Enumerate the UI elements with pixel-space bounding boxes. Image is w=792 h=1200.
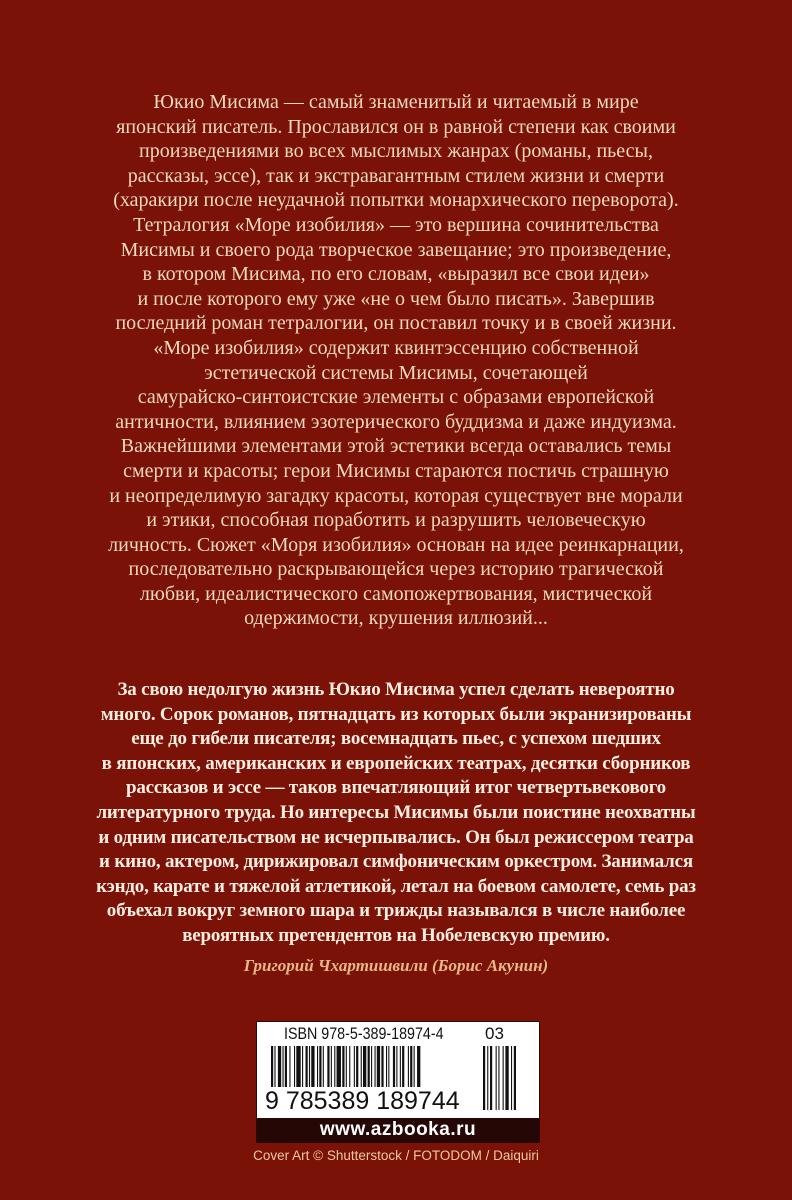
- text-line: произведениями во всех мыслимых жанрах (романы, пьесы,: [139, 140, 653, 163]
- text-line: (харакири после неудачной попытки монархического переворота).: [113, 189, 679, 212]
- text-line: вероятных претендентов на Нобелевскую премию.: [182, 924, 610, 946]
- text-line: и после которого ему уже «не о чем было писать». Завершив: [137, 287, 655, 310]
- text-line: и одним писательством не исчерпывались. Он был режиссером театра: [98, 826, 694, 848]
- text-line: личность. Сюжет «Моря изобилия» основан на идее реинкарнации,: [108, 533, 684, 556]
- cover-art-credit: Cover Art © Shutterstock / FOTODOM / Daiquiri: [253, 1148, 539, 1163]
- text-line: Мисимы и своего рода творческое завещание; это произведение,: [120, 238, 672, 261]
- text-line: смерти и красоты; герои Мисимы стараются постичь страшную: [123, 459, 669, 482]
- description-paragraph: [0, 90, 792, 631]
- barcode-digits-text: 9 785389 189744: [265, 1087, 460, 1115]
- text-line: эстетической системы Мисимы, сочетающей: [204, 361, 588, 384]
- text-line: кэндо, карате и тяжелой атлетикой, летал на боевом самолете, семь раз: [96, 875, 696, 897]
- addon-bar: [490, 1046, 492, 1110]
- addon-bar: [487, 1046, 488, 1110]
- addon-bar: [498, 1046, 499, 1110]
- text-line: любви, идеалистического самопожертвования, мистической: [139, 582, 653, 605]
- text-line: и кино, актером, дирижировал симфоническим оркестром. Занимался: [99, 851, 693, 873]
- addon-bar: [511, 1046, 512, 1110]
- text-line: Тетралогия «Море изобилия» — это вершина сочинительства: [133, 213, 659, 236]
- text-line: последний роман тетралогии, он поставил точку и в своей жизни.: [115, 312, 677, 335]
- text-line: последовательно раскрывающейся через историю трагической: [128, 558, 664, 581]
- text-line: самурайско-синтоистские элементы с образами европейской: [137, 386, 655, 409]
- text-line: рассказы, эссе), так и экстравагантным стилем жизни и смерти: [127, 164, 665, 187]
- quote-author: Григорий Чхартишвили (Борис Акунин): [243, 956, 549, 975]
- isbn-addon: 03: [485, 1024, 504, 1043]
- text-line: «Море изобилия» содержит квинтэссенцию собственной: [153, 336, 639, 359]
- addon-bar: [514, 1046, 516, 1110]
- text-line: и неопределимую загадку красоты, которая существует вне морали: [109, 484, 683, 507]
- isbn-number: ISBN 978-5-389-18974-4: [284, 1024, 444, 1043]
- text-line: античности, влиянием эзотерического буддизма и даже индуизма.: [115, 410, 677, 433]
- text-line: Юкио Мисима — самый знаменитый и читаемый в мире: [153, 91, 639, 113]
- text-line: Важнейшими элементами этой эстетики всегда оставались темы: [120, 435, 672, 458]
- addon-bar: [503, 1046, 504, 1110]
- text-line: в японских, американских и европейских театрах, десятки сборников: [101, 752, 691, 774]
- text-line: За свою недолгую жизнь Юкио Мисима успел сделать невероятно: [117, 679, 675, 700]
- text-line: объехал вокруг земного шара и трижды назывался в числе наиболее: [106, 900, 686, 922]
- text-line: и этики, способная поработить и разрушить человеческую: [146, 509, 646, 532]
- quote-paragraph: [0, 678, 792, 949]
- text-line: одержимости, крушения иллюзий...: [244, 607, 548, 630]
- addon-bar: [505, 1046, 508, 1110]
- addon-bar: [496, 1046, 497, 1110]
- text-line: японский писатель. Прославился он в равной степени как своими: [116, 115, 676, 138]
- addon-bar: [483, 1046, 485, 1110]
- text-line: литературного труда. Но интересы Мисимы были поистине неохватны: [96, 801, 696, 823]
- text-line: много. Сорок романов, пятнадцать из которых были экранизированы: [100, 703, 692, 725]
- text-line: еще до гибели писателя; восемнадцать пьес, с успехом шедших: [131, 728, 661, 750]
- text-line: в котором Мисима, по его словам, «выразил все свои идеи»: [142, 263, 650, 286]
- isbn-barcode: [256, 1021, 540, 1143]
- publisher-url[interactable]: www.azbooka.ru: [257, 1118, 539, 1142]
- text-line: рассказов и эссе — таков впечатляющий итог четвертьвекового: [126, 777, 666, 799]
- barcode-digits: [265, 1088, 460, 1114]
